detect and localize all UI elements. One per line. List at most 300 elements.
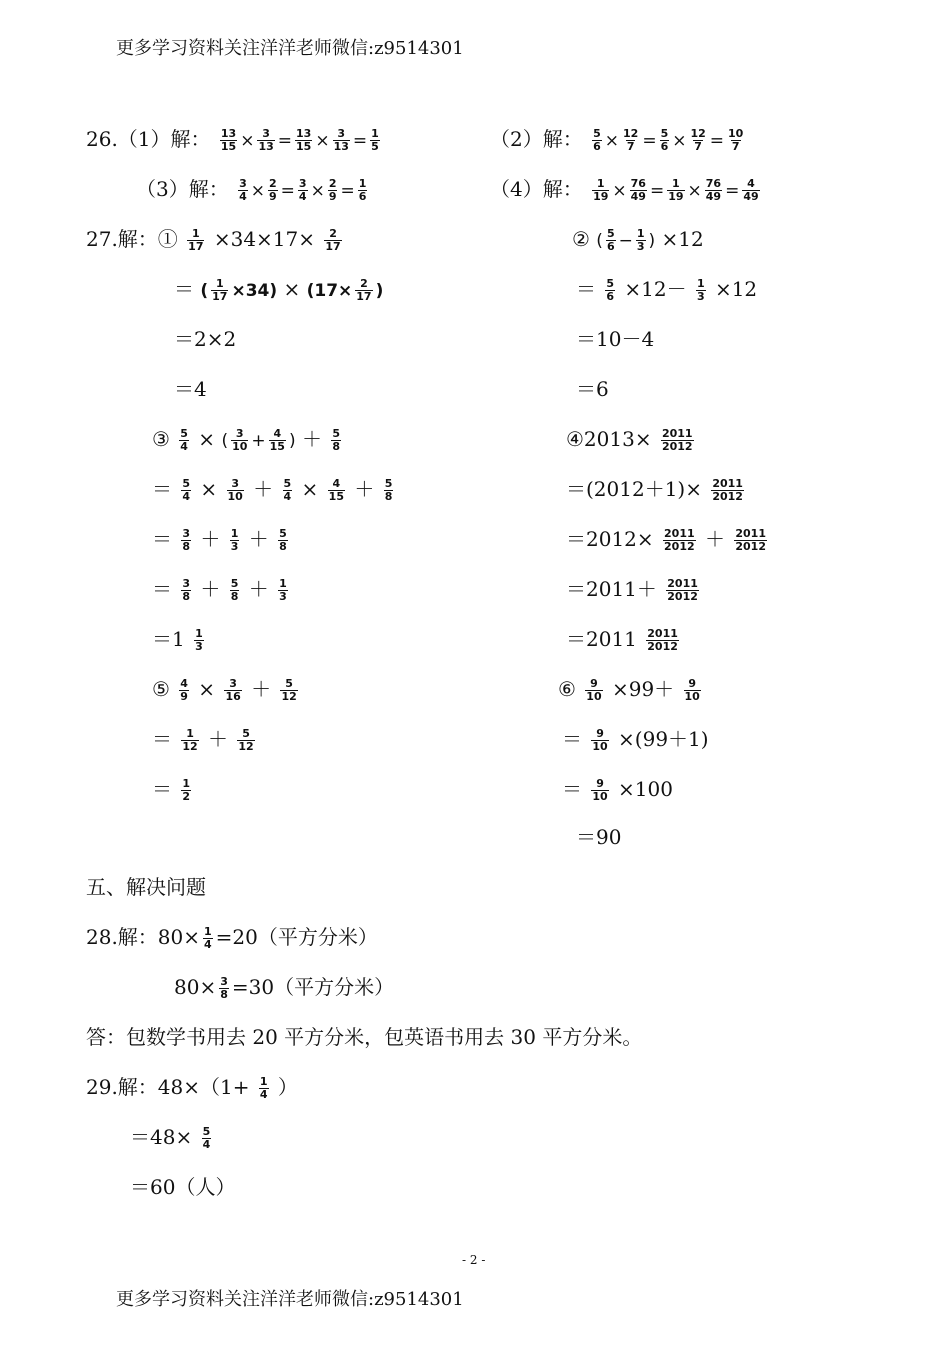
- fraction: [181, 528, 191, 553]
- math-line-q27-2c: [576, 324, 654, 354]
- math-line-q27-2d: [576, 374, 609, 404]
- fraction: [278, 578, 288, 603]
- math-text: ×: [295, 477, 325, 501]
- numerator: 9: [688, 677, 697, 690]
- math-text: ）: [271, 1075, 298, 1099]
- fraction: [591, 728, 608, 753]
- denominator: 12: [182, 740, 198, 753]
- denominator: 10: [684, 690, 700, 703]
- numerator: 1: [192, 227, 200, 240]
- fraction: [660, 128, 670, 153]
- math-text: ×34): [231, 281, 278, 301]
- denominator: 49: [743, 190, 759, 203]
- denominator: 8: [332, 440, 340, 453]
- numerator: 5: [384, 477, 393, 490]
- math-text: ＋: [698, 527, 732, 551]
- numerator: 12: [623, 127, 639, 140]
- math-text: =30（平方分米）: [231, 975, 395, 999]
- math-text: ×: [310, 181, 325, 201]
- fraction: [181, 778, 191, 803]
- fraction: [711, 478, 744, 503]
- denominator: 4: [239, 190, 247, 203]
- math-text: ×: [315, 131, 330, 151]
- math-line-q27-1d: [174, 374, 207, 404]
- numerator: 10: [728, 127, 744, 140]
- math-text: ＝90: [576, 825, 622, 849]
- fraction: [203, 926, 213, 951]
- math-text: ＝48×: [130, 1125, 199, 1149]
- denominator: 4: [298, 190, 307, 203]
- fraction: [295, 128, 312, 153]
- denominator: 8: [220, 988, 228, 1001]
- fraction: [181, 578, 191, 603]
- math-text: （2）解：: [490, 127, 590, 151]
- math-text: 27.解：①: [86, 227, 185, 251]
- page-header: 更多学习资料关注洋洋老师微信:z9514301: [116, 38, 464, 59]
- fraction: [358, 178, 368, 203]
- math-text: ＝: [152, 577, 179, 601]
- denominator: 16: [225, 690, 241, 703]
- math-text: ＝2×2: [174, 327, 237, 351]
- math-text: 28.解：80×: [86, 925, 201, 949]
- numerator: 1: [215, 277, 224, 290]
- fraction: [592, 128, 602, 153]
- fraction: [331, 428, 341, 453]
- math-line-q27-5a: [152, 674, 301, 704]
- math-line-q27-4d: [566, 574, 702, 604]
- math-text: ×(99＋1): [611, 727, 709, 751]
- numerator: 5: [180, 427, 188, 440]
- page-footer: 更多学习资料关注洋洋老师微信:z9514301: [116, 1289, 464, 1310]
- math-line-q26-4: [490, 174, 763, 204]
- fraction: [630, 178, 647, 203]
- fraction: [238, 178, 248, 203]
- math-text: ×: [672, 131, 687, 151]
- fraction: [636, 228, 646, 253]
- fraction: [194, 628, 204, 653]
- numerator: 13: [220, 127, 237, 140]
- math-text: ＝4: [174, 377, 207, 401]
- numerator: 76: [705, 177, 722, 190]
- numerator: 9: [590, 677, 598, 690]
- fraction: [187, 228, 204, 253]
- denominator: 8: [384, 490, 393, 503]
- fraction: [181, 478, 191, 503]
- denominator: 19: [668, 190, 684, 203]
- numerator: 1: [186, 727, 194, 740]
- math-line-q27-4c: [566, 524, 770, 554]
- math-line-q27-2b: [576, 274, 757, 304]
- numerator: 2011: [735, 527, 766, 540]
- numerator: 9: [596, 727, 604, 740]
- fraction: [227, 478, 244, 503]
- fraction: [606, 228, 616, 253]
- math-line-q29a: [86, 1072, 298, 1102]
- math-line-sec5: [86, 872, 206, 902]
- fraction: [591, 778, 608, 803]
- math-line-q27-6d: [576, 822, 621, 852]
- math-text: ×: [612, 181, 627, 201]
- numerator: 3: [262, 127, 270, 140]
- denominator: 17: [188, 240, 204, 253]
- numerator: 9: [596, 777, 604, 790]
- denominator: 2012: [735, 540, 766, 553]
- denominator: 9: [180, 690, 188, 703]
- fraction: [370, 128, 380, 153]
- numerator: 4: [332, 477, 341, 490]
- denominator: 6: [660, 140, 669, 153]
- math-text: ＋: [201, 727, 235, 751]
- fraction: [259, 1076, 269, 1101]
- denominator: 4: [259, 1088, 268, 1101]
- math-text: =: [352, 131, 368, 151]
- denominator: 9: [328, 190, 337, 203]
- fraction: [661, 428, 694, 453]
- math-text: ×: [250, 181, 265, 201]
- denominator: 8: [230, 590, 239, 603]
- math-text: ×: [240, 131, 255, 151]
- fraction: [667, 178, 684, 203]
- math-text: ×12－: [618, 277, 693, 301]
- denominator: 7: [731, 140, 740, 153]
- fraction: [202, 1126, 212, 1151]
- denominator: 10: [586, 690, 602, 703]
- math-text: ＝: [152, 527, 179, 551]
- math-text: ＋: [295, 427, 329, 451]
- math-text: ×: [194, 477, 224, 501]
- math-text: +: [251, 431, 266, 451]
- math-text: ⑥: [558, 677, 583, 701]
- numerator: 1: [182, 777, 191, 790]
- fraction: [646, 628, 679, 653]
- denominator: 13: [258, 140, 274, 153]
- fraction: [268, 178, 278, 203]
- math-text: =: [649, 181, 665, 201]
- denominator: 2012: [664, 540, 695, 553]
- math-text: ＝2012×: [566, 527, 661, 551]
- numerator: 2011: [647, 627, 678, 640]
- math-line-q26-3: [136, 174, 370, 204]
- math-text: ×: [191, 677, 222, 701]
- denominator: 17: [356, 290, 372, 303]
- math-text: （4）解：: [490, 177, 590, 201]
- numerator: 1: [358, 177, 367, 190]
- numerator: 1: [230, 527, 239, 540]
- denominator: 15: [269, 440, 285, 453]
- denominator: 4: [204, 938, 212, 951]
- math-text: ＝60（人）: [130, 1175, 236, 1199]
- math-text: ＝2011: [566, 627, 644, 651]
- denominator: 15: [328, 490, 344, 503]
- denominator: 2012: [712, 490, 743, 503]
- numerator: 5: [230, 577, 239, 590]
- numerator: 2011: [661, 427, 693, 440]
- numerator: 3: [337, 127, 346, 140]
- fraction: [605, 278, 615, 303]
- math-text: ×34×17×: [207, 227, 322, 251]
- math-text: ＝10－4: [576, 327, 655, 351]
- math-text: ＋: [242, 577, 276, 601]
- math-text: （3）解：: [136, 177, 236, 201]
- math-text: =: [340, 181, 355, 201]
- math-line-q27-6a: [558, 674, 704, 704]
- numerator: 1: [279, 577, 287, 590]
- math-text: =: [709, 131, 725, 151]
- math-text: ＝(2012＋1)×: [566, 477, 709, 501]
- math-text: ⑤: [152, 677, 177, 701]
- numerator: 4: [180, 677, 188, 690]
- math-line-q26-1: [86, 124, 383, 154]
- fraction: [666, 578, 699, 603]
- numerator: 2011: [664, 527, 695, 540]
- math-text: ): [288, 431, 296, 451]
- numerator: 3: [239, 177, 247, 190]
- math-text: ×12: [655, 227, 704, 251]
- denominator: 4: [202, 1138, 211, 1151]
- numerator: 3: [182, 577, 191, 590]
- math-text: =20（平方分米）: [215, 925, 378, 949]
- denominator: 9: [269, 190, 277, 203]
- denominator: 15: [296, 140, 312, 153]
- denominator: 6: [593, 140, 601, 153]
- denominator: 8: [279, 540, 287, 553]
- math-line-q28ans: [86, 1022, 642, 1052]
- fraction: [230, 528, 240, 553]
- fraction: [237, 728, 254, 753]
- numerator: 4: [747, 177, 755, 190]
- denominator: 7: [626, 140, 635, 153]
- fraction: [224, 678, 241, 703]
- math-line-q27-2a: [572, 224, 704, 254]
- numerator: 5: [285, 677, 293, 690]
- denominator: 8: [182, 540, 191, 553]
- math-text: 五、解决问题: [86, 875, 206, 899]
- denominator: 3: [636, 240, 645, 253]
- numerator: 5: [593, 127, 601, 140]
- math-text: ③: [152, 427, 177, 451]
- fraction: [684, 678, 701, 703]
- numerator: 1: [259, 1075, 268, 1088]
- math-text: (: [200, 281, 209, 301]
- math-text: ＝6: [576, 377, 609, 401]
- math-text: 29.解：48×（1+: [86, 1075, 256, 1099]
- numerator: 5: [332, 427, 340, 440]
- numerator: 2: [360, 277, 368, 290]
- denominator: 4: [182, 490, 191, 503]
- fraction: [585, 678, 602, 703]
- numerator: 13: [296, 127, 312, 140]
- fraction: [211, 278, 228, 303]
- denominator: 5: [371, 140, 379, 153]
- math-line-q27-1b: [174, 274, 383, 304]
- numerator: 2: [328, 177, 337, 190]
- math-text: ×: [604, 131, 619, 151]
- numerator: 2: [269, 177, 277, 190]
- denominator: 4: [180, 440, 188, 453]
- fraction: [220, 128, 237, 153]
- denominator: 6: [606, 240, 615, 253]
- denominator: 13: [333, 140, 349, 153]
- numerator: 3: [182, 527, 191, 540]
- math-text: ): [648, 231, 656, 251]
- denominator: 7: [694, 140, 702, 153]
- denominator: 3: [195, 640, 203, 653]
- fraction: [231, 428, 248, 453]
- numerator: 2011: [712, 477, 743, 490]
- math-text: 80×: [174, 975, 217, 999]
- numerator: 5: [283, 477, 292, 490]
- numerator: 1: [636, 227, 645, 240]
- fraction: [278, 528, 288, 553]
- denominator: 3: [696, 290, 705, 303]
- numerator: 5: [182, 477, 191, 490]
- fraction: [689, 128, 706, 153]
- fraction: [181, 728, 198, 753]
- math-line-q27-1c: [174, 324, 236, 354]
- numerator: 1: [596, 177, 605, 190]
- fraction: [622, 128, 639, 153]
- numerator: 5: [242, 727, 250, 740]
- math-line-q27-3e: [152, 624, 207, 654]
- denominator: 3: [279, 590, 287, 603]
- numerator: 5: [279, 527, 287, 540]
- math-text: 答：包数学书用去 20 平方分米，包英语书用去 30 平方分米。: [86, 1025, 643, 1049]
- math-line-q27-3b: [152, 474, 396, 504]
- numerator: 5: [606, 277, 615, 290]
- fraction: [283, 478, 293, 503]
- numerator: 76: [630, 177, 646, 190]
- denominator: 12: [238, 740, 254, 753]
- fraction: [328, 478, 345, 503]
- math-text: ×: [687, 181, 702, 201]
- math-line-q27-3d: [152, 574, 291, 604]
- math-line-q27-4b: [566, 474, 747, 504]
- fraction: [384, 478, 394, 503]
- math-text: ＝: [152, 727, 179, 751]
- math-text: 26.（1）解：: [86, 127, 217, 151]
- numerator: 3: [229, 677, 237, 690]
- math-text: (: [596, 231, 603, 251]
- math-text: ×12: [708, 277, 758, 301]
- fraction: [257, 128, 274, 153]
- fraction: [324, 228, 341, 253]
- math-line-q27-4e: [566, 624, 682, 654]
- denominator: 10: [592, 790, 608, 803]
- math-text: ＋: [242, 527, 276, 551]
- math-text: =: [280, 181, 295, 201]
- numerator: 2011: [667, 577, 698, 590]
- math-line-q27-3c: [152, 524, 291, 554]
- math-text: ＝: [562, 777, 589, 801]
- numerator: 1: [672, 177, 680, 190]
- math-text: ＝: [174, 277, 201, 301]
- numerator: 5: [660, 127, 669, 140]
- denominator: 10: [227, 490, 243, 503]
- math-text: ＝: [152, 777, 179, 801]
- math-text: ): [375, 281, 384, 301]
- math-text: ×: [191, 427, 222, 451]
- math-line-q29b: [130, 1122, 214, 1152]
- math-line-q27-5b: [152, 724, 258, 754]
- fraction: [280, 678, 297, 703]
- fraction: [179, 678, 189, 703]
- fraction: [328, 178, 338, 203]
- math-text: =: [277, 131, 293, 151]
- math-text: ＋: [347, 477, 381, 501]
- math-text: ＋: [194, 527, 227, 551]
- math-text: ×99＋: [605, 677, 681, 701]
- fraction: [592, 178, 609, 203]
- math-line-q27-6c: [562, 774, 673, 804]
- numerator: 1: [204, 925, 212, 938]
- numerator: 4: [273, 427, 282, 440]
- math-line-q28b: [174, 972, 394, 1002]
- math-text: ＝: [562, 727, 589, 751]
- fraction: [179, 428, 189, 453]
- denominator: 10: [232, 440, 248, 453]
- fraction: [696, 278, 706, 303]
- math-text: ＝1: [152, 627, 192, 651]
- math-text: ＋: [244, 677, 278, 701]
- denominator: 49: [705, 190, 722, 203]
- math-text: (: [221, 431, 229, 451]
- denominator: 2012: [647, 640, 678, 653]
- math-text: =: [642, 131, 657, 151]
- denominator: 17: [325, 240, 341, 253]
- math-line-q27-6b: [562, 724, 709, 754]
- fraction: [269, 428, 286, 453]
- page-number: - 2 -: [462, 1253, 486, 1267]
- fraction: [219, 976, 229, 1001]
- numerator: 5: [202, 1125, 211, 1138]
- math-line-q27-3a: [152, 424, 344, 454]
- numerator: 1: [696, 277, 705, 290]
- numerator: 2: [329, 227, 337, 240]
- math-line-q27-4a: [566, 424, 697, 454]
- math-text: ②: [572, 227, 597, 251]
- math-text: ＝2011＋: [566, 577, 664, 601]
- math-text: ×100: [611, 777, 673, 801]
- fraction: [727, 128, 744, 153]
- denominator: 2012: [667, 590, 698, 603]
- denominator: 15: [220, 140, 237, 153]
- denominator: 49: [630, 190, 646, 203]
- math-line-q26-2: [490, 124, 747, 154]
- denominator: 10: [592, 740, 608, 753]
- math-text: ＝: [152, 477, 179, 501]
- fraction: [333, 128, 350, 153]
- fraction: [742, 178, 759, 203]
- math-text: −: [618, 231, 633, 251]
- denominator: 8: [182, 590, 191, 603]
- math-text: ＋: [246, 477, 280, 501]
- numerator: 3: [235, 427, 244, 440]
- fraction: [705, 178, 722, 203]
- denominator: 12: [281, 690, 297, 703]
- numerator: 1: [371, 127, 379, 140]
- math-text: ＋: [194, 577, 227, 601]
- numerator: 12: [690, 127, 706, 140]
- math-text: ＝: [576, 277, 603, 301]
- fraction: [663, 528, 696, 553]
- math-line-q27-5c: [152, 774, 194, 804]
- fraction: [230, 578, 240, 603]
- fraction: [298, 178, 308, 203]
- math-text: =: [725, 181, 740, 201]
- numerator: 1: [195, 627, 203, 640]
- math-text: ×: [277, 277, 307, 301]
- math-line-q29c: [130, 1172, 235, 1202]
